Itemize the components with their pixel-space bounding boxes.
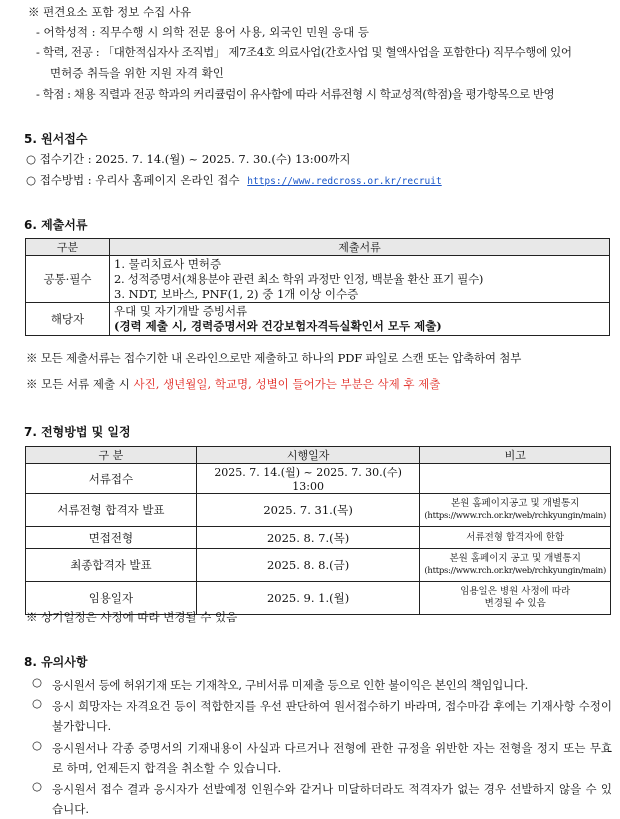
schedule-note-line: 변경될 수 있음 [484,598,546,609]
application-method [26,172,442,188]
notice-item: 응시원서 접수 결과 응시자가 선발예정 인원수와 같거나 미달하더라도 적격자가 없는 경우 선발하지 않을 수 있습니다. [52,782,612,816]
bullet-circle-icon: ○ [32,696,43,710]
section5-title: 5. 원서접수 [24,132,88,146]
schedule-note-line: 본원 홈페이지공고 및 개별통지 [451,498,580,509]
bullet-circle-icon: ○ [32,738,43,752]
document-item: (경력 제출 시, 경력증명서와 건강보험자격득실확인서 모두 제출) [114,319,442,333]
application-method-label: ○ 접수방법 : 우리사 홈페이지 온라인 접수 [26,173,240,187]
documents-note-delete-prefix: ※ 모든 서류 제출 시 [26,377,134,391]
schedule-date: 2025. 9. 1.(월) [196,582,420,615]
notice-item: 응시원서 등에 허위기재 또는 기재착오, 구비서류 미제출 등으로 인한 불이익은 본인의 책임입니다. [52,678,528,692]
schedule-note-line: 본원 홈페이지 공고 및 개별통지 [449,553,581,564]
bullet-circle-icon: ○ [32,779,43,793]
schedule-date: 2025. 7. 31.(목) [196,494,420,527]
document-item: 우대 및 자기개발 증빙서류 [114,304,248,318]
personal-info-item-education-cont: 면허증 취득을 위한 지원 자격 확인 [50,66,224,80]
notice-item: 응시 희망자는 자격요건 등이 적합한지를 우선 판단하여 원서접수하기 바라며, 접수마감 후에는 기재사항 수정이 불가합니다. [52,699,612,733]
schedule-stage: 서류전형 합격자 발표 [26,494,197,527]
table-row [26,549,611,582]
schedule-header-date: 시행일자 [196,447,420,464]
schedule-date: 2025. 8. 7.(목) [196,527,420,549]
documents-note-delete-red: 사진, 생년월일, 학교명, 성별이 들어가는 부분은 삭제 후 제출 [133,377,441,391]
table-row [26,303,610,336]
documents-list [110,256,610,303]
schedule-header-stage: 구 분 [26,447,197,464]
table-row [26,256,610,303]
schedule-header-note: 비고 [420,447,611,464]
personal-info-item-grades: - 학점 : 채용 직렬과 전공 학과의 커리큘럼이 유사함에 따라 서류전형 시 학교성적(학점)을 평가항목으로 반영 [36,87,555,101]
documents-category: 해당자 [26,303,110,336]
schedule-note [420,582,611,615]
personal-info-title: ※ 편견요소 포함 정보 수집 사유 [28,5,192,19]
table-row [26,494,611,527]
schedule-stage: 서류접수 [26,464,197,494]
documents-header-category: 구분 [26,239,110,256]
schedule-date: 2025. 7. 14.(월) ~ 2025. 7. 30.(수) 13:00 [196,464,420,494]
bullet-circle-icon: ○ [32,675,43,689]
documents-table [25,238,610,336]
notice-item: 응시원서나 각종 증명서의 기재내용이 사실과 다르거나 전형에 관한 규정을 위반한 자는 전형을 정지 또는 무효로 하며, 언제든지 합격을 취소할 수 있습니다. [52,741,612,775]
personal-info-item-education: - 학력, 전공 : 「대한적십자사 조직법」 제7조4호 의료사업(간호사업 및 혈액사업을 포함한다) 직무수행에 있어 [36,45,572,59]
documents-note-pdf: ※ 모든 제출서류는 접수기한 내 온라인으로만 제출하고 하나의 PDF 파일로 스캔 또는 압축하여 첨부 [26,351,522,365]
schedule-stage: 임용일자 [26,582,197,615]
schedule-table [25,446,611,615]
schedule-note-url: (https://www.rch.or.kr/web/rchkyungin/main) [424,511,606,521]
documents-note-delete [26,376,440,392]
documents-header-docs: 제출서류 [110,239,610,256]
schedule-note-url: (https://www.rch.or.kr/web/rchkyungin/main) [424,566,606,576]
schedule-footnote: ※ 상기일정은 사정에 따라 변경될 수 있음 [26,610,238,624]
table-row [26,527,611,549]
application-period: ○ 접수기간 : 2025. 7. 14.(월) ~ 2025. 7. 30.(수) 13:00까지 [26,152,351,166]
table-row [26,464,611,494]
recruit-link[interactable]: https://www.redcross.or.kr/recruit [247,176,442,187]
documents-table-header [26,239,610,256]
document-item: 2. 성적증명서(채용분야 관련 최소 학위 과정만 인정, 백분율 환산 표기 필수) [114,271,484,286]
documents-category: 공통·필수 [26,256,110,303]
personal-info-item-language: - 어학성적 : 직무수행 시 의학 전문 용어 사용, 외국인 민원 응대 등 [36,25,370,39]
schedule-table-header [26,447,611,464]
schedule-stage: 면접전형 [26,527,197,549]
section6-title: 6. 제출서류 [24,218,88,232]
document-item: 1. 물리치료사 면허증 [114,256,222,271]
schedule-note [420,494,611,527]
schedule-note [420,464,611,494]
schedule-stage: 최종합격자 발표 [26,549,197,582]
documents-list [110,303,610,336]
section8-title: 8. 유의사항 [24,655,88,669]
section7-title: 7. 전형방법 및 일정 [24,425,131,439]
schedule-note [420,549,611,582]
document-item: 3. NDT, 보바스, PNF(1, 2) 중 1개 이상 이수증 [114,286,359,301]
schedule-note-line: 임용일은 병원 사정에 따라 [460,586,571,597]
schedule-note: 서류전형 합격자에 한함 [420,527,611,549]
schedule-date: 2025. 8. 8.(금) [196,549,420,582]
